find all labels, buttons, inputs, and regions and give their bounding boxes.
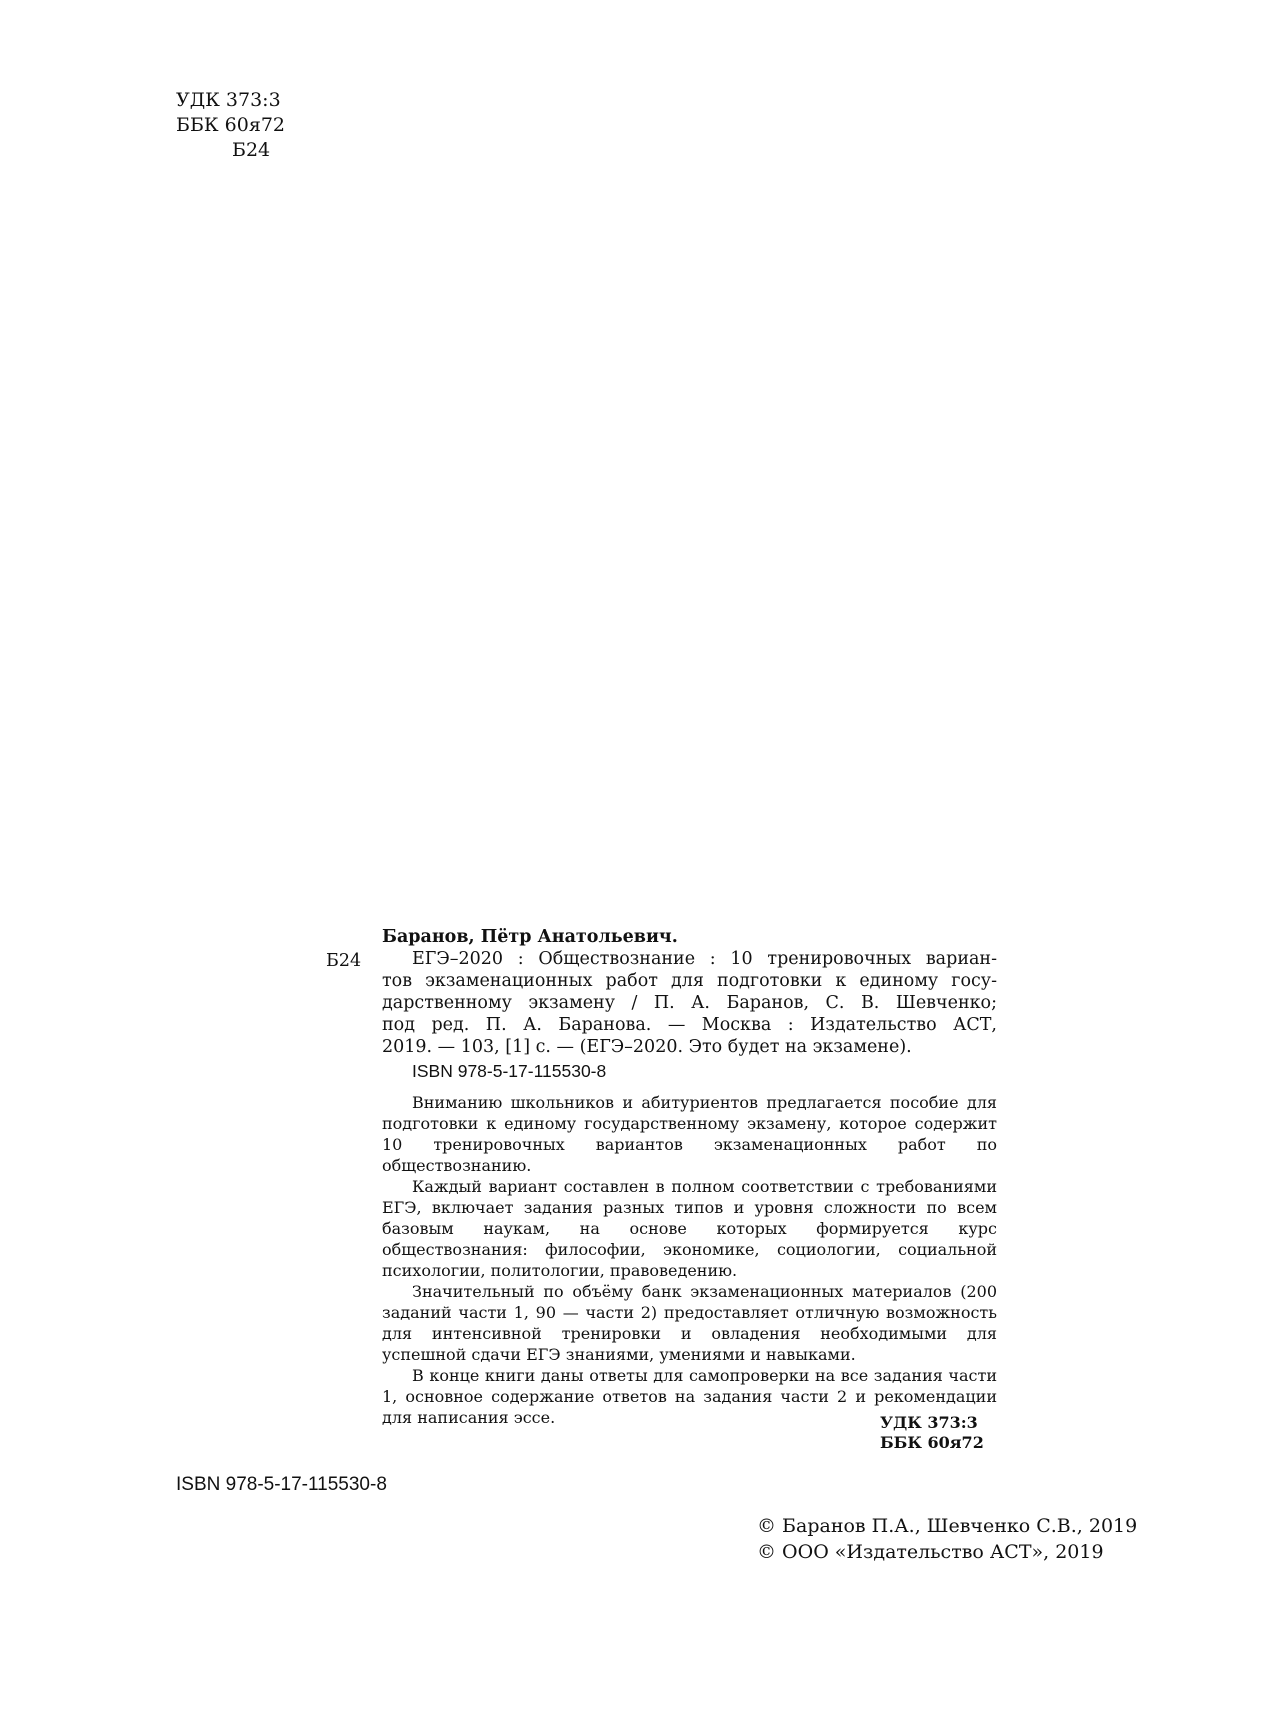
description-line: тов экзаменационных работ для подготовки к единому госу- <box>382 971 997 991</box>
copyright-publisher: © ООО «Издательство АСТ», 2019 <box>757 1541 1104 1563</box>
annotation-paragraph: В конце книги даны ответы для самопроверки на все задания части 1, основное содержание ответов на задания части 2 и рекомендации для написания эссе. <box>382 1366 997 1427</box>
isbn: ISBN 978-5-17-115530-8 <box>176 1474 387 1495</box>
record-isbn: ISBN 978-5-17-115530-8 <box>412 1061 607 1081</box>
copyright-authors: © Баранов П.А., Шевченко С.В., 2019 <box>757 1515 1138 1537</box>
description-line: дарственному экзамену / П. А. Баранов, С. В. Шевченко; <box>382 993 997 1013</box>
description-line: ЕГЭ–2020 : Обществознание : 10 тренировочных вариан- <box>412 949 997 969</box>
description-line: 2019. — 103, [1] с. — (ЕГЭ–2020. Это будет на экзамене). <box>382 1037 912 1057</box>
bibliographic-record <box>382 926 997 1082</box>
annotation-paragraph: Вниманию школьников и абитуриентов предлагается пособие для подготовки к единому государственному экзамену, которое содержит 10 тренировочных вариантов экзаменационных работ по обществознанию. <box>382 1093 997 1175</box>
author-mark: Б24 <box>232 139 271 161</box>
bbk-code: ББК 60я72 <box>176 114 286 136</box>
annotation-paragraph: Каждый вариант составлен в полном соответствии с требованиями ЕГЭ, включает задания разных типов и уровня сложности по всем базовым наукам, на основе которых формируется курс обществознания: философии, экономике, социологии, социальной психологии, политологии, правоведению. <box>382 1177 997 1280</box>
udk-code: УДК 373:3 <box>176 89 281 111</box>
author-heading: Баранов, Пётр Анатольевич. <box>382 927 678 947</box>
bbk-code: ББК 60я72 <box>880 1433 984 1452</box>
description-line: под ред. П. А. Баранова. — Москва : Издательство АСТ, <box>382 1015 997 1035</box>
bottom-classification-codes <box>880 1413 997 1453</box>
annotation-paragraph: Значительный по объёму банк экзаменационных материалов (200 заданий части 1, 90 — части 2) предоставляет отличную возможность для интенсивной тренировки и овладения необходимыми для успешной сдачи ЕГЭ знаниями, умениями и навыками. <box>382 1282 997 1364</box>
udk-code: УДК 373:3 <box>880 1413 978 1432</box>
annotation <box>382 1092 997 1428</box>
record-author-mark: Б24 <box>326 951 362 971</box>
top-classification-codes <box>176 88 285 163</box>
copyright-block <box>757 1513 1137 1565</box>
